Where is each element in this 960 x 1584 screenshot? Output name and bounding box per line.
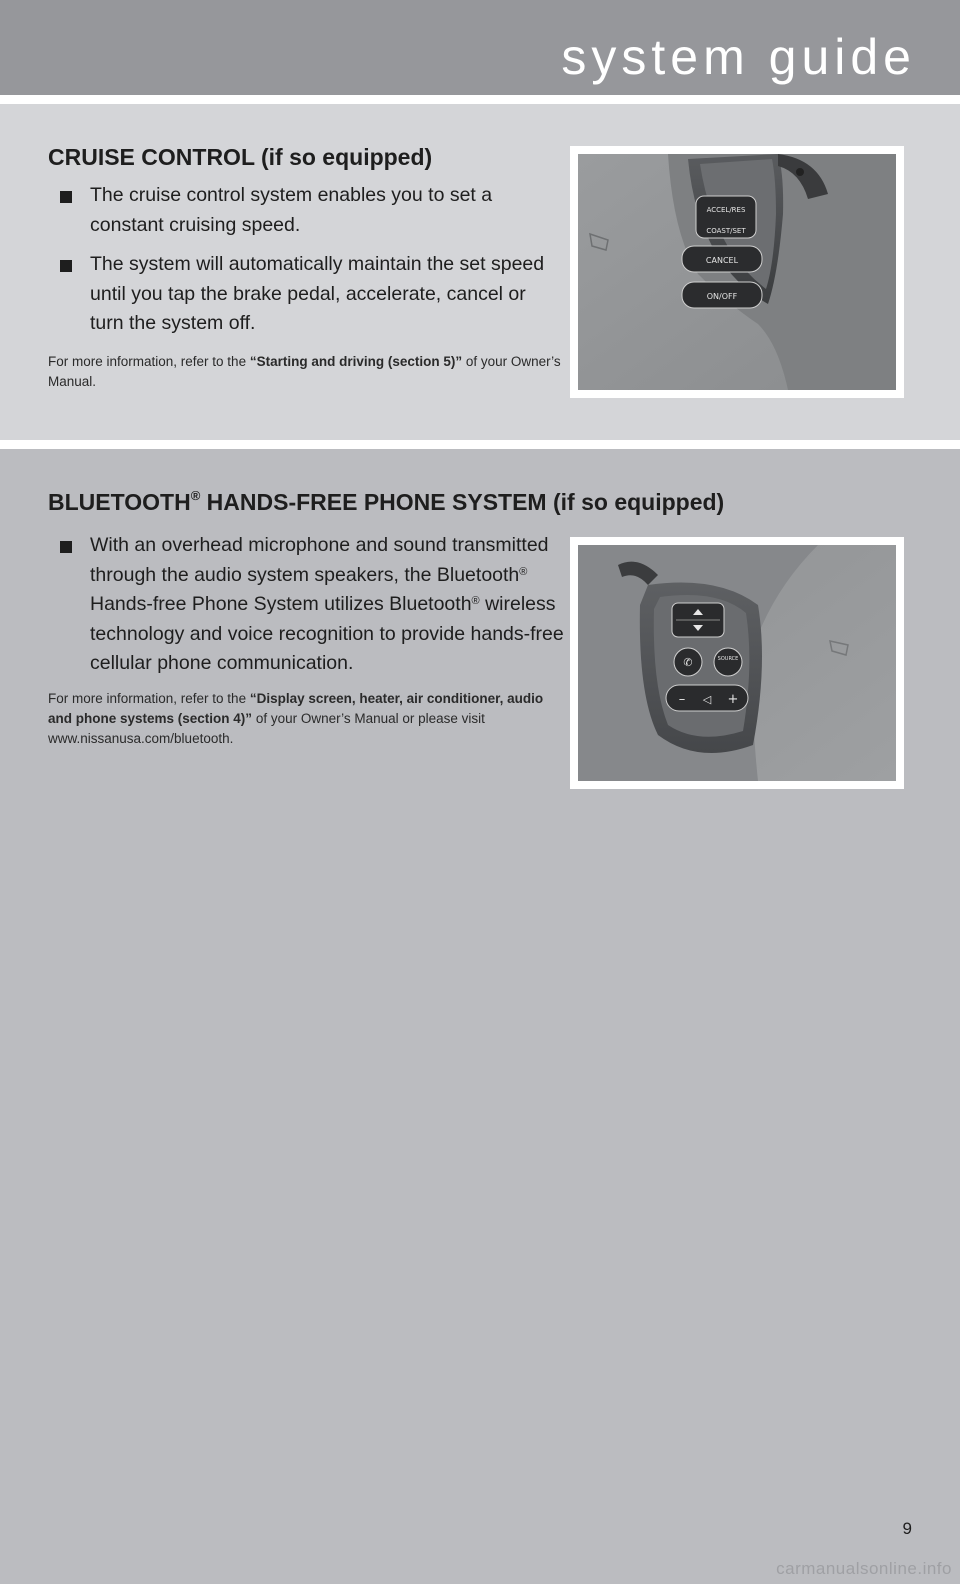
cruise-more-info: For more information, refer to the “Starting and driving (section 5)” of your Owner’s Manual. — [48, 354, 561, 389]
source-label: SOURCE — [717, 656, 739, 662]
svg-text:–: – — [678, 692, 686, 707]
bluetooth-more-info: For more information, refer to the “Display screen, heater, air conditioner, audio and phone systems (section 4)” of your Owner’s Manual or please visit www.nissanusa.com/bluetooth. — [48, 691, 544, 746]
svg-text:◁: ◁ — [702, 693, 712, 706]
bluetooth-photo — [570, 537, 904, 789]
list-item: With an overhead microphone and sound transmitted through the audio system speakers, the Bluetooth® Hands-free Phone System utilizes Bluetooth® wireless technology and voice recognition to provide hands-free cellular phone communication. — [48, 531, 568, 679]
cruise-control-title: CRUISE CONTROL (if so equipped) — [48, 144, 433, 170]
divider — [0, 440, 960, 449]
page-number: 9 — [902, 1519, 912, 1538]
divider — [0, 95, 960, 104]
list-item: The system will automatically maintain the set speed until you tap the brake pedal, accelerate, cancel or turn the system off. — [48, 250, 558, 339]
bullet-square-icon — [60, 541, 72, 553]
page-header — [0, 0, 960, 95]
coast-set-label: COAST/SET — [706, 227, 746, 235]
bullet-square-icon — [60, 260, 72, 272]
accel-res-label: ACCEL/RES — [706, 206, 746, 214]
bluetooth-bullets — [48, 531, 568, 689]
cruise-control-section — [0, 104, 960, 440]
on-off-label: ON/OFF — [706, 292, 738, 301]
steering-wheel-cruise-image — [578, 154, 896, 390]
cruise-control-bullets — [48, 181, 558, 349]
cancel-label: CANCEL — [705, 256, 739, 265]
list-item: The cruise control system enables you to set a constant cruising speed. — [48, 181, 558, 240]
bullet-square-icon — [60, 191, 72, 203]
svg-text:+: + — [727, 692, 739, 707]
bluetooth-title: BLUETOOTH® HANDS-FREE PHONE SYSTEM (if so equipped) — [48, 488, 725, 515]
page-header-title: system guide — [561, 29, 916, 85]
steering-wheel-audio-image — [578, 545, 896, 781]
watermark: carmanualsonline.info — [776, 1559, 952, 1578]
svg-text:✆: ✆ — [683, 656, 693, 669]
cruise-control-photo — [570, 146, 904, 398]
bluetooth-section — [0, 449, 960, 1584]
